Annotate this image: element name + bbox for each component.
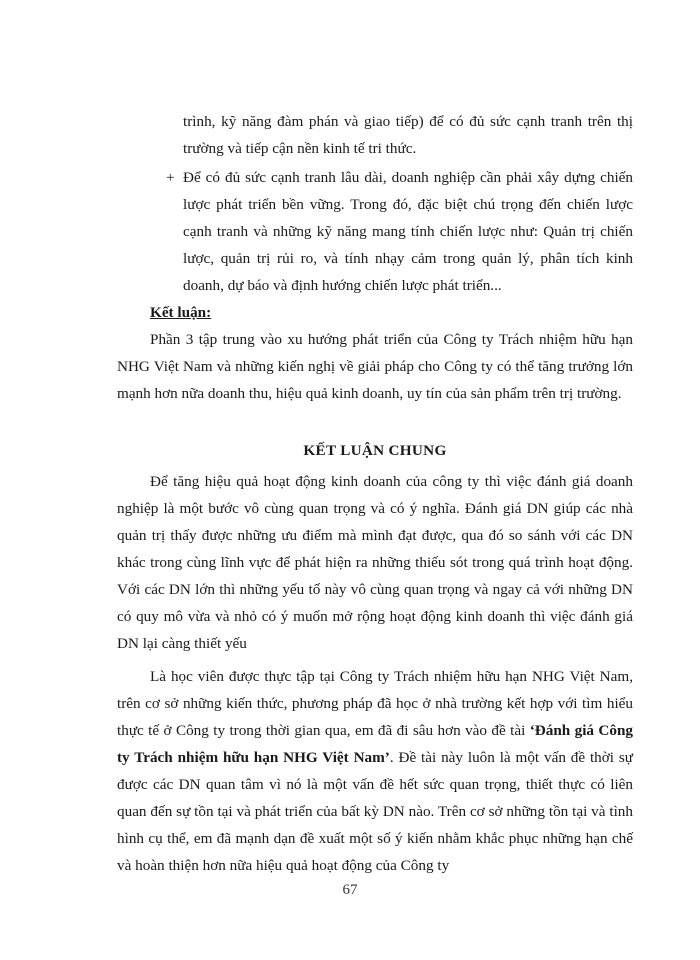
document-page [117,108,633,879]
list-continuation-text: trình, kỹ năng đàm phán và giao tiếp) để có đủ sức cạnh tranh trên thị trường và tiếp cận nền kinh tế tri thức. [183,113,633,157]
thesis-title-bold: ‘Đánh giá Công ty Trách nhiệm hữu hạn NHG Việt Nam’ [117,722,633,766]
list-item [166,164,633,299]
conclusion-paragraph: Phần 3 tập trung vào xu hướng phát triển của Công ty Trách nhiệm hữu hạn NHG Việt Nam và những kiến nghị về giải pháp cho Công ty có thể tăng trưởng lớn mạnh hơn nữa doanh thu, hiệu quả kinh doanh, uy tín của sản phẩm trên trị trường. [117,331,633,402]
paragraph-1: Để tăng hiệu quả hoạt động kinh doanh của công ty thì việc đánh giá doanh nghiệp là một bước vô cùng quan trọng và có ý nghĩa. Đánh giá DN giúp các nhà quản trị thấy được những ưu điểm mà mình đạt được, qua đó so sánh với các DN khác trong cùng lĩnh vực để phát hiện ra những thiếu sót trong quá trình hoạt động. Với các DN lớn thì những yếu tố này vô cùng quan trọng và ngay cả với những DN có quy mô vừa và nhỏ có ý muốn mở rộng hoạt động kinh doanh thì việc đánh giá DN lại càng thiết yếu [117,473,633,652]
section-heading: KẾT LUẬN CHUNG [303,442,447,459]
page-number: 67 [342,882,358,898]
conclusion-label: Kết luận: [150,304,212,321]
paragraph-2-text-before: Là học viên được thực tập tại Công ty Trách nhiệm hữu hạn NHG Việt Nam, trên cơ sở những kiến thức, phương pháp đã học ở nhà trường kết hợp với tìm hiểu thực tế ở Công ty trong thời gian qua, em đã đi sâu hơn vào đề tài [117,668,633,739]
paragraph-2 [117,663,633,879]
plus-bullet-icon: + [166,169,175,186]
paragraph-2-text-after: . Đề tài này luôn là một vấn đề thời sự được các DN quan tâm vì nó là một vấn đề hết sức quan trọng, thiết thực có liên quan đến sự tồn tại và phát triển của bất kỳ DN nào. Trên cơ sở những tồn tại và tình hình cụ thể, em đã mạnh dạn đề xuất một số ý kiến nhằm khắc phục những hạn chế và hoàn thiện hơn nữa hiệu quả hoạt động của Công ty [117,749,634,874]
bullet-list [166,108,633,299]
list-item-text: Để có đủ sức cạnh tranh lâu dài, doanh nghiệp cần phải xây dựng chiến lược phát triển bền vững. Trong đó, đặc biệt chú trọng đến chiến lược cạnh tranh và những kỹ năng mang tính chiến lược như: Quản trị chiến lược, quản trị rủi ro, và tính nhạy cảm trong quản lý, phân tích kinh doanh, dự báo và định hướng chiến lược phát triển... [183,169,633,294]
